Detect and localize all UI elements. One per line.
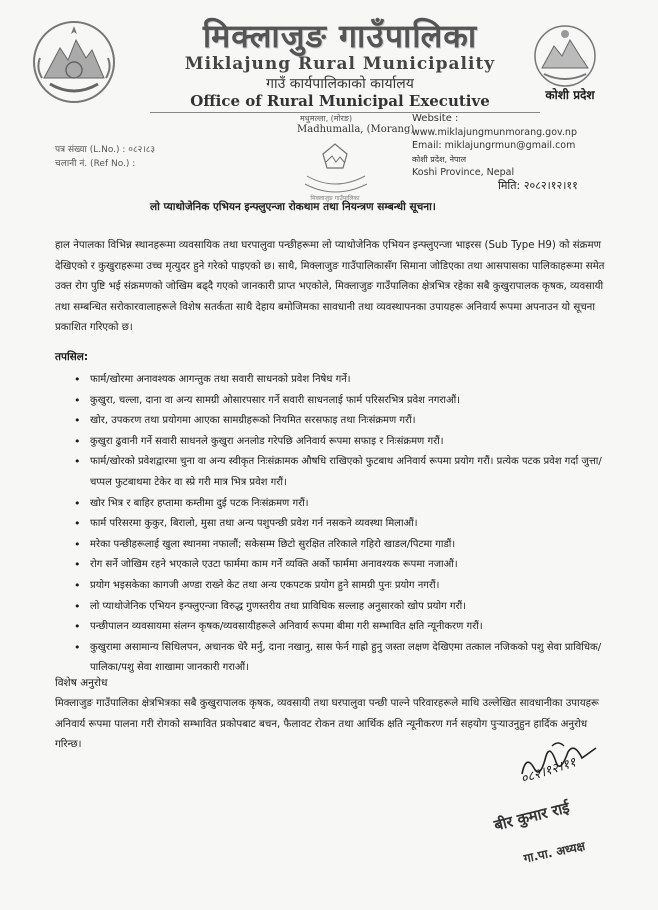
list-item: • लो प्याथोजेनिक एभियन इन्फ्लुएन्जा विरुद्ध गुणस्तरीय तथा प्राविधिक सल्लाह अनुसारको खोप प्रयोग गरौं। (70, 597, 610, 618)
website-link[interactable]: www.miklajungmunmorang.gov.np (412, 126, 577, 138)
signature-date: ०८२।१२।११ (518, 755, 578, 788)
list-item: • मरेका पन्छीहरूलाई खुला स्थानमा नफालौं; सकेसम्म छिटो सुरक्षित तरिकाले गहिरो खाडल/पिटमा गाडौं। (70, 535, 610, 556)
list-item: • कुखुरा ढुवानी गर्ने सवारी साधनले कुखुरा अनलोड गरेपछि अनिवार्य रूपमा सफाइ र निःसंक्रमण गरौं। (70, 432, 610, 453)
list-item: • खोर, उपकरण तथा प्रयोगमा आएका सामग्रीहरूको नियमित सरसफाइ तथा निःसंक्रमण गरौं। (70, 411, 610, 432)
details-heading: तपसिल: (55, 351, 89, 363)
letter-number: पत्र संख्या (L.No.) : ०८२।८३ (55, 145, 156, 155)
list-item: • रोग सर्ने जोखिम रहने भएकाले एउटा फार्ममा काम गर्ने व्यक्ति अर्को फार्ममा अनावश्यक रूपमा नजाऔं। (70, 555, 610, 576)
list-item: • कुखुरामा असामान्य सिथिलपन, अचानक धेरै मर्नु, दाना नखानु, सास फेर्न गाह्रो हुनु जस्ता लक्षण देखिएमा तत्काल नजिकको पशु सेवा प्राविधिक/पालिका/पशु सेवा शाखामा जानकारी गराऔं। (70, 638, 610, 679)
municipality-title-np: मिक्लाजुङ गाउँपालिका (202, 17, 478, 55)
reference-block (55, 143, 155, 171)
address-en: Madhumalla, (Morang) (297, 124, 415, 135)
special-request-heading: विशेष अनुरोध (55, 677, 108, 689)
list-item: • पन्छीपालन व्यवसायमा संलग्न कृषक/व्यवसायीहरूले अनिवार्य रूपमा बीमा गरी सम्भावित क्षति न्यूनीकरण गरौं। (70, 617, 610, 638)
seal-text: मिक्लाजुङ गाउँपालिका (310, 195, 360, 202)
list-item: • फार्म/खोरको प्रवेशद्वारमा चुना वा अन्य स्वीकृत निःसंक्रामक औषधि राखिएको फुटबाथ अनिवार्य रूपमा प्रयोग गरौं। प्रत्येक पटक प्रवेश गर्दा जुत्ता/चप्पल फुटबाथमा टेकेर वा स्प्रे गरी मात्र भित्र प्रवेश गरौं। (70, 452, 610, 493)
list-item: • फार्म परिसरमा कुकुर, बिरालो, मुसा तथा अन्य पशुपन्छी प्रवेश गर्न नसकने व्यवस्था मिलाऔं। (70, 514, 610, 535)
office-title-np: गाउँ कार्यपालिकाको कार्यालय (266, 76, 414, 92)
municipality-title-en: Miklajung Rural Municipality (184, 54, 496, 74)
signatory-title: गा.पा. अध्यक्ष (522, 838, 587, 866)
email-text[interactable]: Email: miklajungrmun@gmail.com (412, 140, 576, 151)
signatory-name: बीर कुमार राई (492, 798, 572, 835)
reference-number: चलानी नं. (Ref No.) : (55, 159, 136, 169)
list-item: • फार्म/खोरमा अनावश्यक आगन्तुक तथा सवारी साधनको प्रवेश निषेध गर्ने। (70, 370, 610, 391)
list-item: • प्रयोग भइसकेका कागजी अण्डा राख्ने केट तथा अन्य एकपटक प्रयोग हुने सामग्री पुनः प्रयोग नगरौं। (70, 576, 610, 597)
contact-block (412, 112, 577, 180)
notice-date: मिति: २०८२।१२।११ (498, 179, 578, 192)
nepal-emblem-icon (30, 18, 118, 106)
province-label: कोशी प्रदेश (545, 88, 595, 102)
closing-paragraph: मिक्लाजुङ गाउँपालिका क्षेत्रभित्रका सबै कुखुरापालक कृषक, व्यवसायी तथा घरपालुवा पन्छी पाल्ने परिवारहरूले माथि उल्लेखित सावधानीका उपायहरू अनिवार्य रूपमा पालना गरी रोगको सम्भावित प्रकोपबाट बचन, फैलावट रोकन तथा आर्थिक क्षति न्यूनीकरण गर्न सहयोग पुर्‍याउनुहुन हार्दिक अनुरोध गरिन्छ। (55, 698, 599, 750)
address-np: मधुमल्ला, (मोरङ) (300, 114, 353, 123)
list-item: • खोर भित्र र बाहिर हप्तामा कम्तीमा दुई पटक निःसंक्रमण गरौं। (70, 494, 610, 515)
precaution-list (70, 370, 610, 679)
intro-paragraph: हाल नेपालका विभिन्न स्थानहरूमा व्यवसायिक तथा घरपालुवा पन्छीहरूमा लो प्याथोजेनिक एभियन इन्फ्लुएन्जा भाइरस (Sub Type H9) को संक्रमण देखिएको र कुखुराहरूमा उच्च मृत्युदर हुने गरेको पाइएको छ। साथै, मिक्लाजुङ गाउँपालिकासँग सिमाना जोडिएका तथा आसपासका पालिकाहरूमा समेत उक्त रोग पुष्टि भई संक्रमणको जोखिम बढ्दै गएको जानकारी प्राप्त भएकोले, मिक्लाजुङ गाउँपालिका क्षेत्रभित्र रहेका सबै कुखुरापालक कृषक, व्यवसायी तथा सम्बन्धित सरोकारवालाहरूले विशेष सतर्कता साथै देहाय बमोजिमका सावधानी तथा व्यवस्थापनका उपायहरू अनिवार्य रूपमा अपनाउन यो सूचना प्रकाशित गरिएको छ। (55, 240, 605, 333)
office-title-en: Office of Rural Municipal Executive (190, 92, 490, 110)
website-label: Website : (412, 113, 459, 124)
province-np-text: कोशी प्रदेश, नेपाल (412, 154, 467, 164)
list-item: • कुखुरा, चल्ला, दाना वा अन्य सामग्री ओसारपसार गर्ने सवारी साधनलाई फार्म परिसरभित्र प्रवेश नगराऔं। (70, 391, 610, 412)
province-en-text: Koshi Province, Nepal (412, 167, 515, 178)
notice-subject: लो प्याथोजेनिक एभियन इन्फ्लुएन्जा रोकथाम तथा नियन्त्रण सम्बन्धी सूचना। (150, 201, 436, 213)
